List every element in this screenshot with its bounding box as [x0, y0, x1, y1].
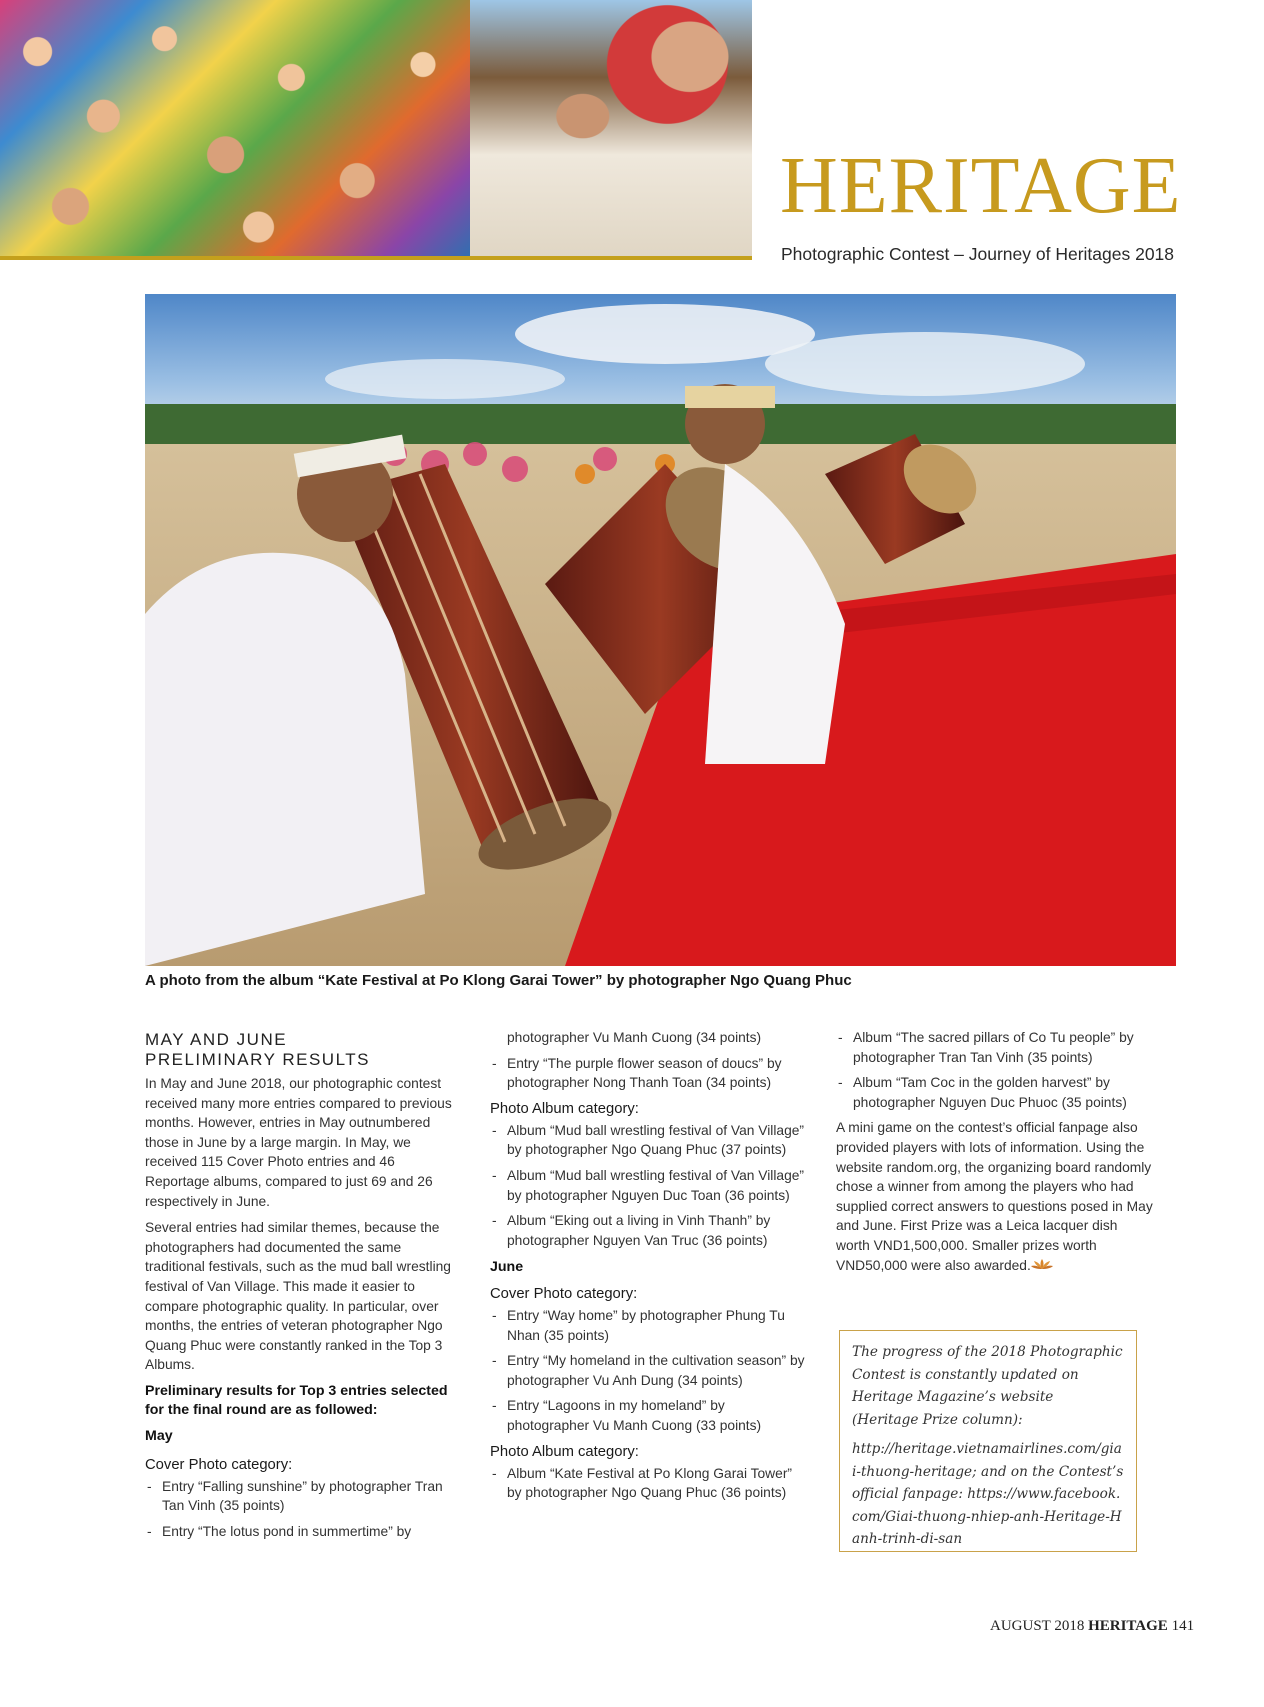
- list-item: - Album “Kate Festival at Po Klong Garai Tower” by photographer Ngo Quang Phuc (36 points): [490, 1464, 810, 1503]
- main-photo: [145, 294, 1176, 966]
- list-item: - Album “The sacred pillars of Co Tu people” by photographer Tran Tan Vinh (35 points): [836, 1028, 1154, 1067]
- category-label-cover-photo: Cover Photo category:: [145, 1456, 293, 1473]
- list-item: - Album “Tam Coc in the golden harvest” by photographer Nguyen Duc Phuoc (35 points): [836, 1073, 1154, 1112]
- list-item: - Entry “The lotus pond in summertime” by: [145, 1522, 463, 1542]
- masthead-logo: HERITAGE: [780, 142, 1182, 230]
- category-label-cover-photo-june: Cover Photo category:: [490, 1285, 638, 1302]
- article-column-3: [836, 1028, 1154, 1282]
- month-label-may: May: [145, 1427, 173, 1444]
- section-heading-line-2: PRELIMINARY RESULTS: [145, 1050, 371, 1069]
- results-heading: Preliminary results for Top 3 entries selected for the final round are as followed:: [145, 1382, 448, 1418]
- article-column-1: [145, 1030, 463, 1547]
- page-footer: [990, 1618, 1194, 1635]
- list-item: - Entry “The purple flower season of doucs” by photographer Nong Thanh Toan (34 points): [490, 1054, 810, 1093]
- page-number: 141: [1171, 1618, 1195, 1634]
- list-item: - Entry “My homeland in the cultivation season” by photographer Vu Anh Dung (34 points): [490, 1351, 810, 1390]
- lotus-end-mark-icon: [1031, 1258, 1053, 1270]
- mini-game-paragraph: [836, 1118, 1154, 1275]
- festival-crowd-photo: [0, 0, 470, 258]
- article-column-2: [490, 1028, 810, 1509]
- june-album-entries-cont: [836, 1028, 1154, 1112]
- footer-brand: HERITAGE: [1088, 1618, 1168, 1634]
- section-heading-line-1: MAY AND JUNE: [145, 1030, 288, 1049]
- category-label-photo-album-june: Photo Album category:: [490, 1443, 639, 1460]
- masthead-subtitle: Photographic Contest – Journey of Heritages 2018: [781, 244, 1175, 264]
- list-item: - Album “Mud ball wrestling festival of Van Village” by photographer Nguyen Duc Toan (36 points): [490, 1166, 810, 1205]
- may-cover-entries: [145, 1477, 463, 1542]
- photo-caption: A photo from the album “Kate Festival at Po Klong Garai Tower” by photographer Ngo Quang Phuc: [145, 972, 852, 989]
- elders-offering-photo: [470, 0, 752, 258]
- list-item: - Entry “Way home” by photographer Phung Tu Nhan (35 points): [490, 1306, 810, 1345]
- mini-game-text: A mini game on the contest’s official fanpage also provided players with lots of information. Using the website random.org, the organizing board randomly chose a winner from among the players who had supplied correct answers to questions posed in May and June. First Prize was a Leica lacquer dish worth VND1,500,000. Smaller prizes worth VND50,000 were also awarded.: [836, 1120, 1153, 1273]
- note-links: http://heritage.vietnamairlines.com/giai-thuong-heritage; and on the Contest’s official fanpage: https://www.facebook.com/Giai-thuong-nhiep-anh-Heritage-Hanh-trinh-di-san: [852, 1441, 1124, 1547]
- month-label-june: June: [490, 1259, 524, 1276]
- intro-paragraph: In May and June 2018, our photographic contest received many more entries compared to previous months. However, entries in May outnumbered those in June by a large margin. In May, we received 115 Cover Photo entries and 46 Reportage albums, compared to just 69 and 26 respectively in June.: [145, 1076, 452, 1209]
- contest-update-box: [839, 1330, 1137, 1552]
- list-item: - Entry “Lagoons in my homeland” by photographer Vu Manh Cuong (33 points): [490, 1396, 810, 1435]
- drummers-photo-illustration: [145, 294, 1176, 966]
- list-item: - Album “Mud ball wrestling festival of Van Village” by photographer Ngo Quang Phuc (37 points): [490, 1121, 810, 1160]
- may-cover-entries-cont: [490, 1054, 810, 1093]
- may-album-entries: [490, 1121, 810, 1251]
- june-album-entries: [490, 1464, 810, 1503]
- note-text: The progress of the 2018 Photographic Contest is constantly updated on Heritage Magazine’s website (Heritage Prize column):: [852, 1344, 1123, 1428]
- category-label-photo-album: Photo Album category:: [490, 1100, 639, 1117]
- list-item: - Entry “Falling sunshine” by photographer Tran Tan Vinh (35 points): [145, 1477, 463, 1516]
- june-cover-entries: [490, 1306, 810, 1436]
- header-rule: [0, 256, 752, 260]
- list-item-continuation: photographer Vu Manh Cuong (34 points): [507, 1030, 762, 1045]
- list-item: - Album “Eking out a living in Vinh Thanh” by photographer Nguyen Van Truc (36 points): [490, 1211, 810, 1250]
- issue-date: AUGUST 2018: [990, 1618, 1085, 1634]
- header-photo-collage: [0, 0, 752, 258]
- themes-paragraph: Several entries had similar themes, because the photographers had documented the same traditional festivals, such as the mud ball wrestling festival of Van Village. This made it easier to compare photographic quality. In particular, over months, the entries of veteran photographer Ngo Quang Phuc were constantly ranked in the Top 3 Albums.: [145, 1220, 451, 1373]
